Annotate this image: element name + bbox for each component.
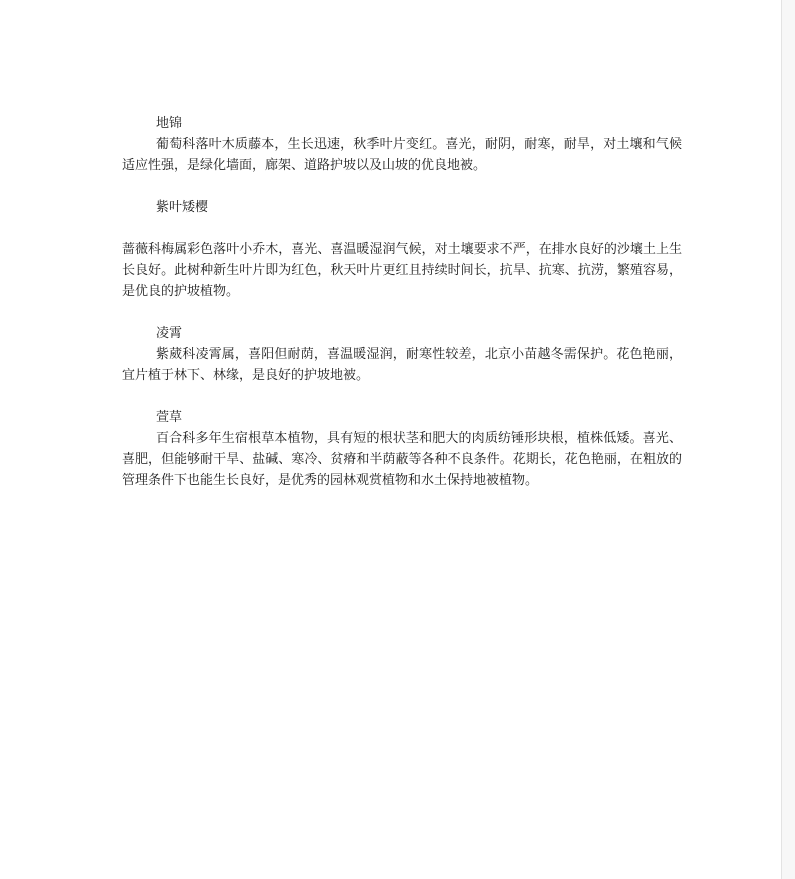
entry-title: 紫叶矮樱 bbox=[156, 200, 209, 215]
blank-line bbox=[122, 218, 682, 239]
entry-lingxiao bbox=[122, 323, 682, 386]
entry-title: 萱草 bbox=[156, 410, 183, 425]
entry-ziye-aiying bbox=[122, 197, 682, 302]
document-content bbox=[122, 113, 682, 512]
entry-title: 凌霄 bbox=[156, 326, 183, 341]
entry-title: 地锦 bbox=[156, 116, 183, 131]
entry-body: 蔷薇科梅属彩色落叶小乔木，喜光、喜温暖湿润气候，对土壤要求不严，在排水良好的沙壤土上生长良好。此树种新生叶片即为红色，秋天叶片更红且持续时间长，抗旱、抗寒、抗涝，繁殖容易，是优良的护坡植物。 bbox=[122, 242, 682, 299]
entry-xuancao bbox=[122, 407, 682, 491]
entry-dijin bbox=[122, 113, 682, 176]
entry-body: 百合科多年生宿根草本植物，具有短的根状茎和肥大的肉质纺锤形块根，植株低矮。喜光、喜肥，但能够耐干旱、盐碱、寒冷、贫瘠和半荫蔽等各种不良条件。花期长，花色艳丽，在粗放的管理条件下也能生长良好，是优秀的园林观赏植物和水土保持地被植物。 bbox=[122, 431, 682, 488]
entry-body: 葡萄科落叶木质藤本，生长迅速，秋季叶片变红。喜光，耐阴，耐寒，耐旱，对土壤和气候适应性强，是绿化墙面，廊架、道路护坡以及山坡的优良地被。 bbox=[122, 137, 682, 173]
entry-body: 紫葳科凌霄属，喜阳但耐荫，喜温暖湿润，耐寒性较差，北京小苗越冬需保护。花色艳丽，宜片植于林下、林缘，是良好的护坡地被。 bbox=[122, 347, 682, 383]
viewer-scroll-gutter bbox=[781, 0, 795, 879]
